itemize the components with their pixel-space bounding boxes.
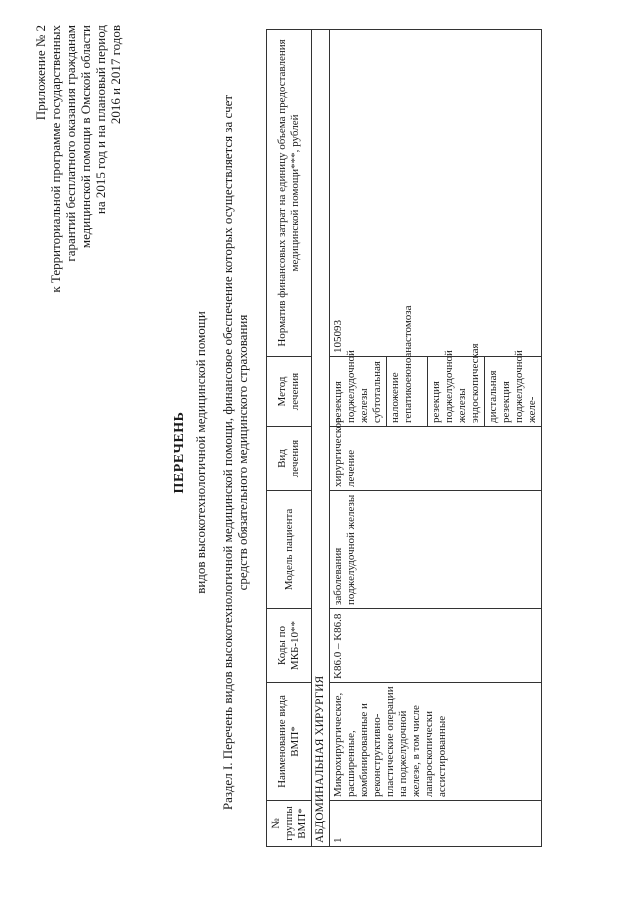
section-heading: Раздел I. Перечень видов высокотехнологичной медицинской помощи, финансовое обеспечение которых осуществляется за счет средств обязательного медицинского страхования bbox=[220, 94, 250, 811]
method-item: резекция поджелудочной железы эндоскопическая bbox=[428, 357, 485, 426]
cell-model: заболевания поджелудочной железы bbox=[330, 491, 542, 609]
cell-treatment: хирургическое лечение bbox=[330, 427, 542, 491]
section-label: АБДОМИНАЛЬНАЯ ХИРУРГИЯ bbox=[312, 30, 330, 847]
appendix-line: 2016 и 2017 годов bbox=[108, 25, 123, 125]
method-item: наложение гепатикоеюноанастомоза bbox=[387, 357, 428, 426]
cell-name: Микрохирургические, расширенные, комбинированные и реконструктивно-пластические операции на поджелудочной железе, в том числе лапароскопически ассистированные bbox=[330, 683, 542, 801]
appendix-line: к Территориальной программе государственных bbox=[48, 25, 63, 293]
table-row bbox=[330, 30, 542, 847]
appendix-line: медицинской помощи в Омской области bbox=[78, 25, 93, 249]
cell-norm: 105093 bbox=[330, 30, 542, 357]
cell-group: 1 bbox=[330, 801, 542, 847]
column-header-norm: Норматив финансовых затрат на единицу объема предоставления медицинской помощи***, рублей bbox=[267, 30, 312, 357]
method-item: резекция поджелудочной железы субтотальная bbox=[330, 357, 387, 426]
table-section-row bbox=[312, 30, 330, 847]
column-header-model: Модель пациента bbox=[267, 491, 312, 609]
document-subtitle: видов высокотехнологичной медицинской помощи bbox=[193, 311, 208, 594]
column-header-name: Наименование вида ВМП* bbox=[267, 683, 312, 801]
column-header-treatment: Вид лечения bbox=[267, 427, 312, 491]
cell-codes: K86.0 – K86.8 bbox=[330, 609, 542, 683]
column-header-codes: Коды по МКБ-10** bbox=[267, 609, 312, 683]
appendix-note bbox=[33, 25, 123, 410]
document-title: ПЕРЕЧЕНЬ bbox=[172, 411, 187, 494]
appendix-line: на 2015 год и на плановый период bbox=[93, 25, 108, 215]
table-header-row bbox=[267, 30, 312, 847]
vmp-table bbox=[266, 29, 542, 847]
appendix-line: гарантий бесплатного оказания гражданам bbox=[63, 25, 78, 262]
appendix-line: Приложение № 2 bbox=[33, 25, 48, 121]
method-item: дистальная резекция поджелудочной желе- bbox=[487, 350, 538, 423]
column-header-group: № группы ВМП* bbox=[267, 801, 312, 847]
column-header-method: Метод лечения bbox=[267, 357, 312, 427]
